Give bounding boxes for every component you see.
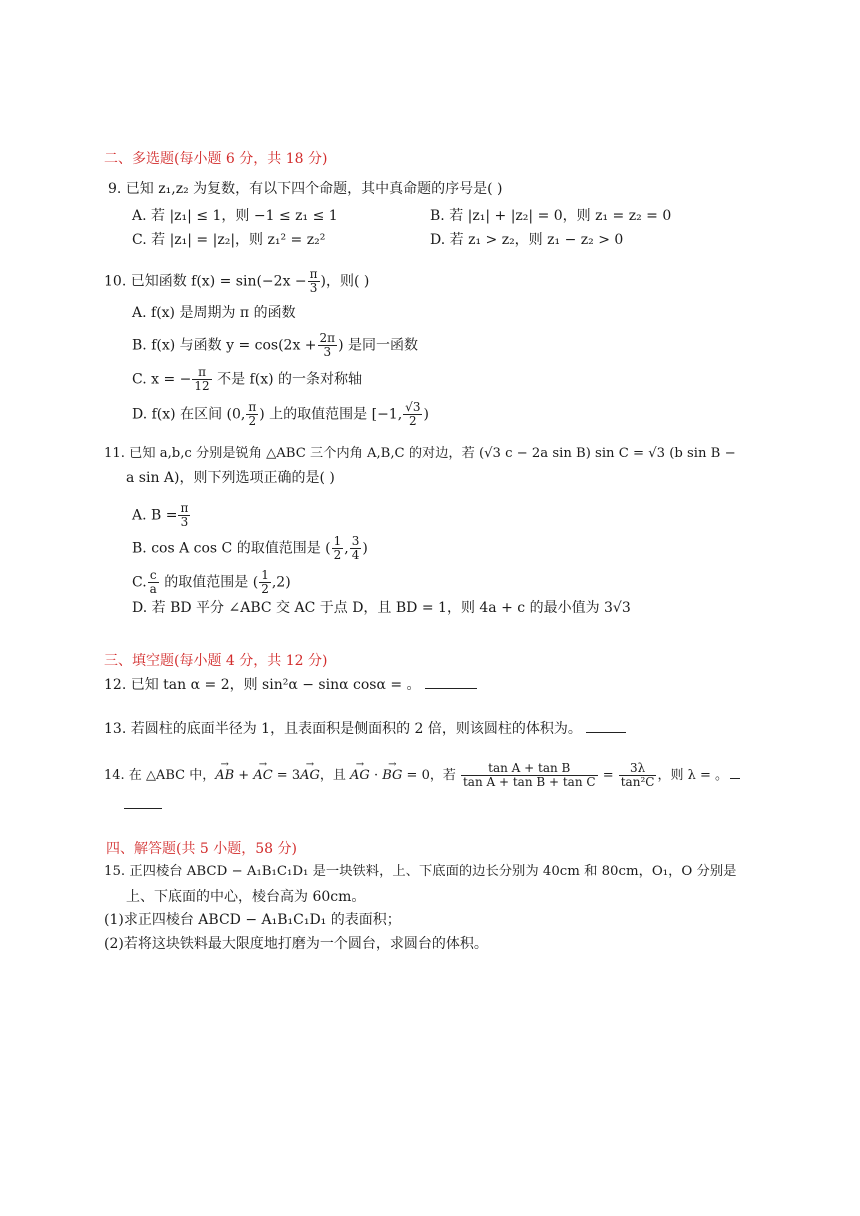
question-11-stem-line-1: 11. 已知 a,b,c 分别是锐角 △ABC 三个内角 A,B,C 的对边，若 (√3 c − 2a sin B) sin C = √3 (b sin B − bbox=[104, 446, 736, 461]
question-14: 14. 在 △ABC 中，→ AB + → AC = 3→ AG，且 → AG · → BG = 0，若 $\frac{\text{tan A + tan B}}{\text{tan A + tan B + tan C}}$ = $\frac{3\lambda}{\text{tan²C}}$ ，则 λ = 。 bbox=[104, 762, 740, 789]
answer-blank bbox=[586, 720, 626, 733]
question-11-option-a: A. B = $\frac{\pi}{3}$ bbox=[132, 501, 189, 529]
question-13: 13. 若圆柱的底面半径为 1，且表面积是侧面积的 2 倍，则该圆柱的体积为。 bbox=[104, 719, 626, 739]
question-15-stem-line-2: 上、下底面的中心，棱台高为 60cm。 bbox=[126, 889, 366, 905]
fraction: $\frac{\text{tan A + tan B}}{\text{tan A + tan B + tan C}}$ bbox=[462, 761, 596, 789]
question-11-option-b: B. cos A cos C 的取值范围是 ( $\frac{1}{2}$ , $\frac{3}{4}$ ) bbox=[132, 534, 368, 562]
section-title-multiple-choice: 二、多选题(每小题 6 分，共 18 分) bbox=[104, 151, 328, 167]
vector-ag: → AG bbox=[300, 766, 320, 786]
vector-bg: → BG bbox=[382, 766, 402, 786]
question-15-part-1: (1)求正四棱台 ABCD − A₁B₁C₁D₁ 的表面积； bbox=[104, 912, 401, 928]
fraction: $\frac{c}{a}$ bbox=[149, 568, 157, 596]
question-15-stem-line-1: 15. 正四棱台 ABCD − A₁B₁C₁D₁ 是一块铁料，上、下底面的边长分别为 40cm 和 80cm，O₁，O 分别是 bbox=[104, 864, 737, 879]
fraction: $\frac{\pi}{12}$ bbox=[194, 365, 210, 393]
question-10-stem: 10. 已知函数 f(x) = sin(−2x − $\frac{\pi}{3}$ )，则( ) bbox=[104, 267, 370, 295]
fraction: $\frac{\pi}{3}$ bbox=[180, 501, 189, 529]
question-10-option-c: C. x = − $\frac{\pi}{12}$ 不是 f(x) 的一条对称轴 bbox=[132, 365, 363, 393]
question-9-option-a: A. 若 |z₁| ≤ 1，则 −1 ≤ z₁ ≤ 1 bbox=[132, 208, 338, 224]
fraction: $\frac{\pi}{2}$ bbox=[248, 400, 257, 428]
question-11-option-c: C. $\frac{c}{a}$ 的取值范围是 ( $\frac{1}{2}$ ,2) bbox=[132, 568, 291, 596]
fraction: $\frac{1}{2}$ bbox=[261, 568, 269, 596]
section-title-problems: 四、解答题(共 5 小题，58 分) bbox=[106, 841, 297, 857]
answer-blank bbox=[730, 766, 740, 779]
question-10-option-d: D. f(x) 在区间 (0, $\frac{\pi}{2}$ ) 上的取值范围是 [−1, $\frac{√3}{2}$ ) bbox=[132, 400, 429, 428]
question-10-option-a: A. f(x) 是周期为 π 的函数 bbox=[132, 305, 296, 321]
vector-ag: → AG bbox=[350, 766, 370, 786]
fraction: $\frac{√3}{2}$ bbox=[405, 400, 421, 428]
question-9-stem: 9. 已知 z₁,z₂ 为复数，有以下四个命题，其中真命题的序号是( ) bbox=[108, 181, 503, 197]
fraction: $\frac{3\lambda}{\text{tan²C}}$ bbox=[620, 761, 655, 789]
fraction: $\frac{\pi}{3}$ bbox=[309, 267, 318, 295]
vector-ab: → AB bbox=[215, 766, 234, 786]
vector-ac: → AC bbox=[253, 766, 272, 786]
question-9-option-b: B. 若 |z₁| + |z₂| = 0，则 z₁ = z₂ = 0 bbox=[430, 208, 672, 224]
question-10-option-b: B. f(x) 与函数 y = cos(2x + $\frac{2\pi}{3}$ ) 是同一函数 bbox=[132, 331, 418, 359]
section-title-fill-in: 三、填空题(每小题 4 分，共 12 分) bbox=[104, 653, 328, 669]
question-9-option-c: C. 若 |z₁| = |z₂|，则 z₁² = z₂² bbox=[132, 232, 326, 248]
question-9-option-d: D. 若 z₁ > z₂，则 z₁ − z₂ > 0 bbox=[430, 232, 624, 248]
question-15-part-2: (2)若将这块铁料最大限度地打磨为一个圆台，求圆台的体积。 bbox=[104, 936, 488, 952]
fraction: $\frac{3}{4}$ bbox=[351, 534, 360, 562]
question-12: 12. 已知 tan α = 2，则 sin²α − sinα cosα = 。 bbox=[104, 675, 477, 695]
question-11-option-d: D. 若 BD 平分 ∠ABC 交 AC 于点 D，且 BD = 1，则 4a + c 的最小值为 3√3 bbox=[132, 600, 631, 616]
question-11-stem-line-2: a sin A)，则下列选项正确的是( ) bbox=[126, 470, 335, 486]
fraction: $\frac{1}{2}$ bbox=[333, 534, 342, 562]
answer-blank-continued bbox=[124, 796, 162, 809]
fraction: $\frac{2\pi}{3}$ bbox=[319, 331, 336, 359]
answer-blank bbox=[425, 676, 477, 689]
